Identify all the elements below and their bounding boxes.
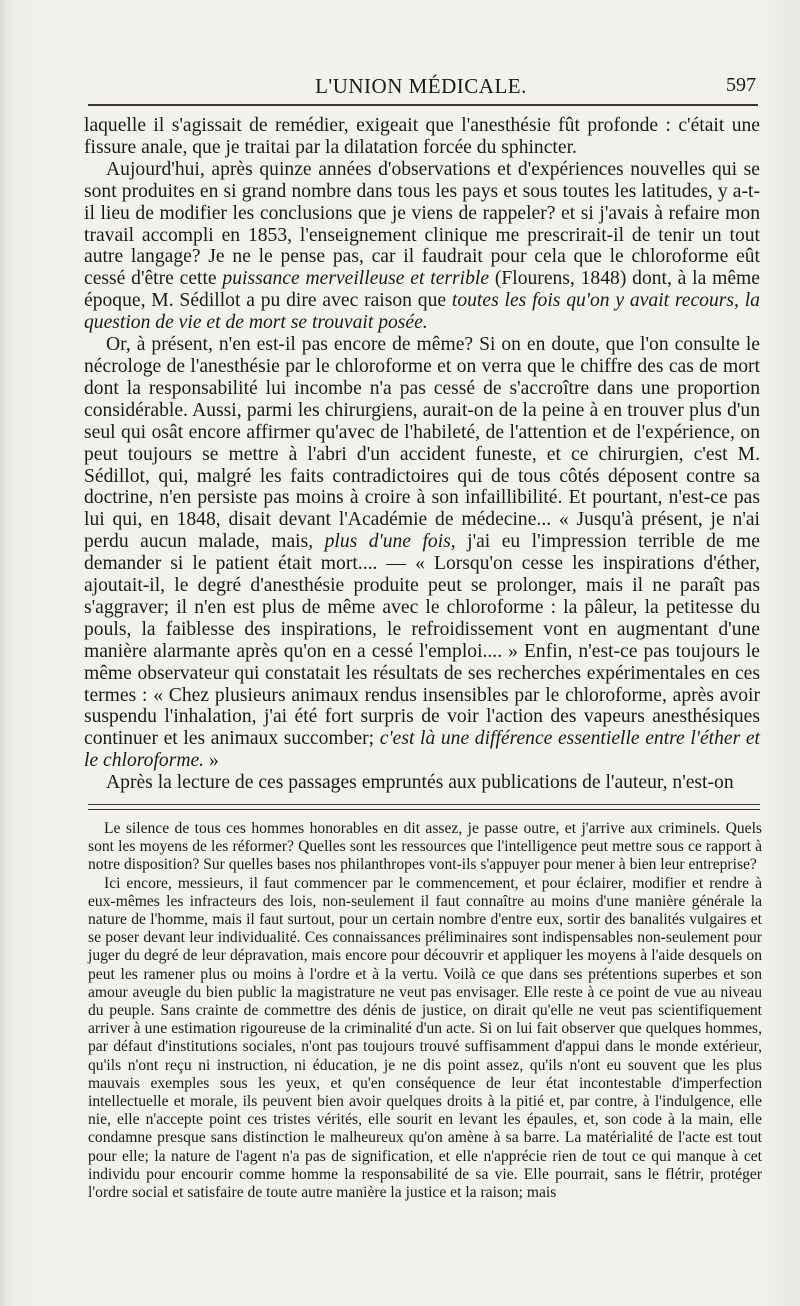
page-header bbox=[82, 74, 760, 102]
header-rule bbox=[88, 104, 758, 106]
page-number: 597 bbox=[726, 74, 756, 96]
running-title: L'UNION MÉDICALE. bbox=[315, 74, 527, 98]
paragraph-1: laquelle il s'agissait de remédier, exigeait que l'anesthésie fût profonde : c'était une fissure anale, que je traitai par la dilatation forcée du sphincter. bbox=[84, 115, 760, 158]
feuilleton-paragraph-1: Le silence de tous ces hommes honorables en dit assez, je passe outre, et j'arrive aux criminels. Quels sont les moyens de les réformer? Quelles sont les ressources que l'intelligence peut mettre sous ce rapport à notre disposition? Sur quelles bases nos philanthropes vont-ils s'appuyer pour mener à bien leur entreprise? bbox=[88, 820, 762, 874]
feuilleton-text bbox=[88, 820, 762, 1202]
paragraph-2: Aujourd'hui, après quinze années d'observations et d'expériences nouvelles qui se sont produites en si grand nombre dans tous les pays et sous toutes les latitudes, y a-t-il lieu de modifier les conclusions que je viens de rappeler? et si j'avais à refaire mon travail accompli en 1853, l'enseignement clinique me prescrirait-il de tenir un tout autre langage? Je ne le pense pas, car il faudrait pour cela que le chloroforme eût cessé d'être cette puissance merveilleuse et terrible (Flourens, 1848) dont, à la même époque, M. Sédillot a pu dire avec raison que toutes les fois qu'on y avait recours, la question de vie et de mort se trouvait posée. bbox=[84, 158, 760, 334]
feuilleton-paragraph-2: Ici encore, messieurs, il faut commencer par le commencement, et pour éclairer, modifier et rendre à eux-mêmes les infracteurs des lois, non-seulement il faut connaître au moins d'une manière générale la nature de l'homme, mais il faut surtout, pour un certain nombre d'entre eux, sortir des banalités vulgaires et se poser devant leur individualité. Ces connaissances préliminaires sont indispensables non-seulement pour juger du degré de leur dépravation, mais encore pour découvrir et appliquer les moyens à l'aide desquels on peut les ramener plus ou moins à l'ordre et à la vertu. Voilà ce que dans ses prétentions superbes et son amour aveugle du bien public la magistrature ne veut pas envisager. Elle reste à ce point de vue au niveau du peuple. Sans crainte de commettre des dénis de justice, on dirait qu'elle ne veut pas scientifiquement arriver à une estimation rigoureuse de la criminalité d'un acte. Si on lui fait observer que quelques hommes, par défaut d'institutions sociales, n'ont pas toujours trouvé suffisamment d'appui dans le monde extérieur, qu'ils n'ont reçu ni instruction, ni éducation, je ne dis point assez, qu'ils n'ont eu souvent que les plus mauvais exemples sous les yeux, et qu'en conséquence de leur état incontestable d'imperfection intellectuelle et morale, ils peuvent bien avoir quelques droits à la pitié et, par contre, à l'indulgence, elle nie, elle n'accepte point ces tristes vérités, elle sourit en levant les épaules, et, son code à la main, elle condamne presque sans distinction le malheureux qu'on amène à sa barre. La matérialité de l'acte est tout pour elle; la nature de l'agent n'a pas de signification, et elle n'apprécie rien de tout ce qui manque à cet individu pour encourir comme homme la responsabilité de sa vie. Elle pourrait, sans le flétrir, protéger l'ordre social et satisfaire de toute autre manière la justice et la raison; mais bbox=[88, 874, 762, 1202]
paragraph-4: Après la lecture de ces passages empruntés aux publications de l'auteur, n'est-on bbox=[106, 772, 734, 794]
feuilleton-separator-rule bbox=[88, 804, 760, 810]
paragraph-3: Or, à présent, n'en est-il pas encore de même? Si on en doute, que l'on consulte le nécrologe de l'anesthésie par le chloroforme et on verra que le chiffre des cas de mort dont la responsabilité lui incombe n'a pas cessé de s'accroître dans une proportion considérable. Aussi, parmi les chirurgiens, aurait-on de la peine à en trouver plus d'un seul qui osât encore affirmer qu'avec de l'habileté, de l'attention et de l'expérience, on peut toujours se mettre à l'abri d'un accident funeste, et ce chirurgien, c'est M. Sédillot, qui, malgré les faits contradictoires qui de tous côtés déposent contre sa doctrine, n'en persiste pas moins à croire à son infaillibilité. Et pourtant, n'est-ce pas lui qui, en 1848, disait devant l'Académie de médecine... « Jusqu'à présent, je n'ai perdu aucun malade, mais, plus d'une fois, j'ai eu l'impression terrible de me demander si le patient était mort.... — « Lorsqu'on cesse les inspirations d'éther, ajoutait-il, le degré d'anesthésie produite peut se prolonger, mais il ne paraît pas s'aggraver; il n'en est plus de même avec le chloroforme : la pâleur, la petitesse du pouls, la faiblesse des inspirations, le refroidissement vont en augmentant d'une manière alarmante après qu'on en a cessé l'emploi.... » Enfin, n'est-ce pas toujours le même observateur qui constatait les résultats de ses recherches expérimentales en ces termes : « Chez plusieurs animaux rendus insensibles par le chloroforme, après avoir suspendu l'inhalation, j'ai été fort surpris de voir l'action des vapeurs anesthésiques continuer et les animaux succomber; c'est là une différence essentielle entre l'éther et le chloroforme. » bbox=[84, 334, 760, 772]
main-article-text bbox=[84, 115, 760, 794]
